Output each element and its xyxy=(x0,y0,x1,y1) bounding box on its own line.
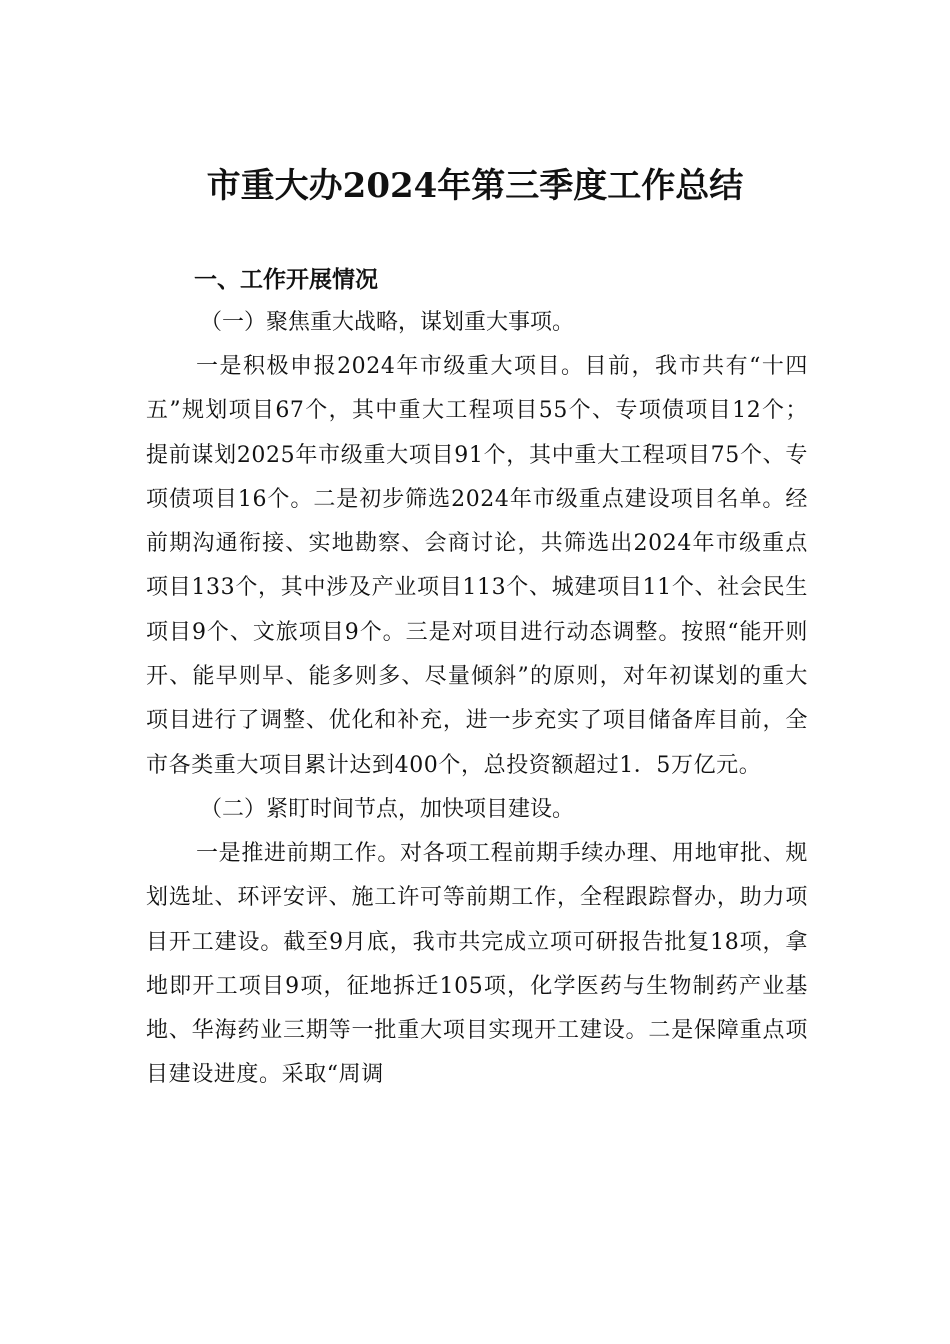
body-paragraph: 一是推进前期工作。对各项工程前期手续办理、用地审批、规划选址、环评安评、施工许可等前期工作，全程跟踪督办，助力项目开工建设。截至9月底，我市共完成立项可研报告批复18项，拿地即开工项目9项，征地拆迁105项，化学医药与生物制药产业基地、华海药业三期等一批重大项目实现开工建设。二是保障重点项目建设进度。采取“周调 xyxy=(146,840,808,1088)
body-paragraph: 一是积极申报2024年市级重大项目。目前，我市共有“十四五”规划项目67个，其中重大工程项目55个、专项债项目12个；提前谋划2025年市级重大项目91个，其中重大工程项目75个、专项债项目16个。二是初步筛选2024年市级重点建设项目名单。经前期沟通衔接、实地勘察、会商讨论，共筛选出2024年市级重点项目133个，其中涉及产业项目113个、城建项目11个、社会民生项目9个、文旅项目9个。三是对项目进行动态调整。按照“能开则开、能早则早、能多则多、尽量倾斜”的原则，对年初谋划的重大项目进行了调整、优化和补充，进一步充实了项目储备库目前，全市各类重大项目累计达到400个，总投资额超过1．5万亿元。 xyxy=(146,354,808,778)
document-title: 市重大办2024年第三季度工作总结 xyxy=(206,166,744,206)
document-body xyxy=(146,259,808,1098)
section-heading: 一、工作开展情况 xyxy=(194,267,378,293)
subsection-heading: （一）聚焦重大战略，谋划重大事项。 xyxy=(200,310,575,335)
subsection-heading: （二）紧盯时间节点，加快项目建设。 xyxy=(200,796,575,822)
